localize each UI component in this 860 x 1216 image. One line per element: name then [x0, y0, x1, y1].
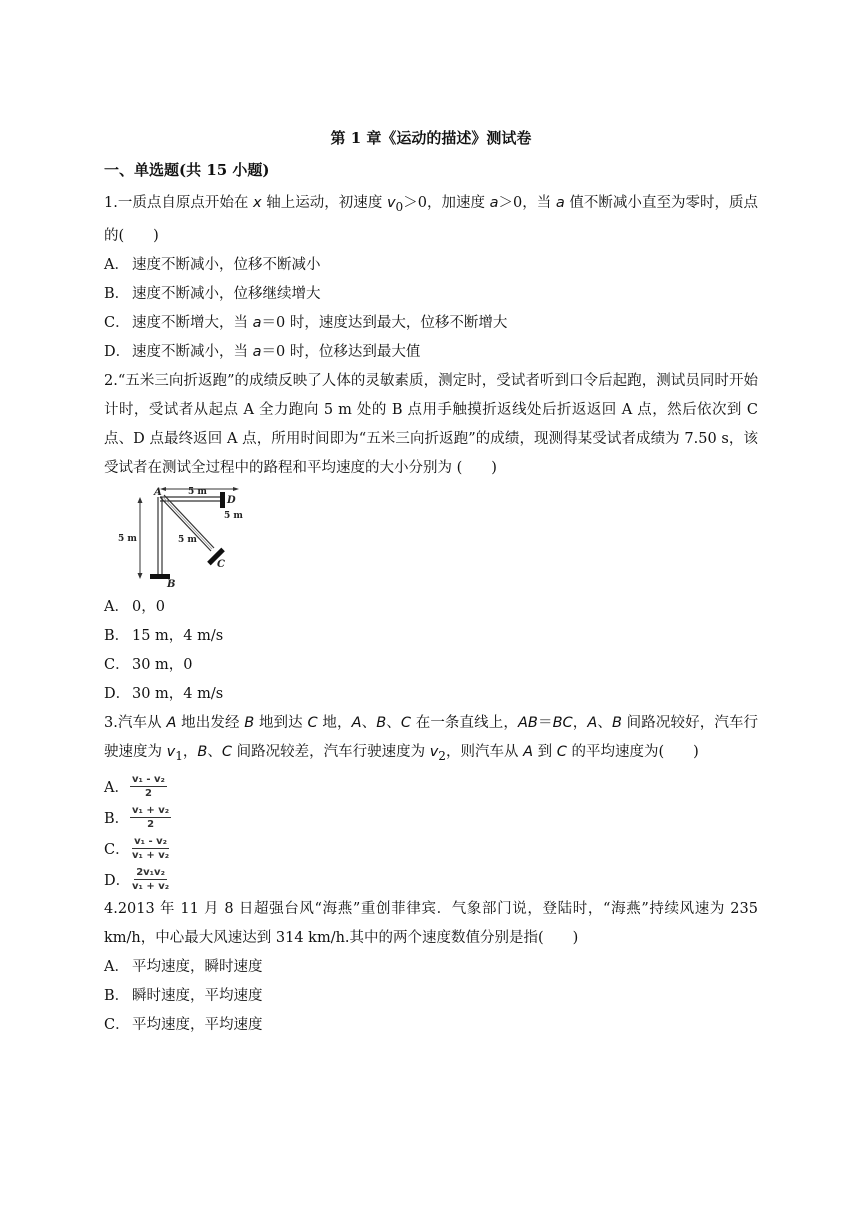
question-2-option-d: D． 30 m，4 m/s [104, 685, 224, 702]
fraction: $\frac{\text{v₁ + v₂}}{2}$ [132, 804, 170, 830]
question-2-option-b: B． 15 m，4 m/s [104, 627, 224, 644]
question-4-option-c: C． 平均速度，平均速度 [104, 1016, 263, 1033]
question-2-stem: 2.“五米三向折返跑”的成绩反映了人体的灵敏素质，测定时，受试者听到口令后起跑，测试员同时开始计时，受试者从起点 A 全力跑向 5 m 处的 B 点用手触摸折返线处后折返返回 A 点，然后依次到 C 点、D 点最终返回 A 点，所用时间即为“五米三向折返跑”的成绩，现测得某受试者成绩为 7.50 s，该受试者在测试全过程中的路程和平均速度的大小分别为 ( ) [104, 372, 758, 476]
question-2-option-c: C． 30 m，0 [104, 656, 193, 673]
question-1-option-d: D． 速度不断减小，当 a＝0 时，位移达到最大值 [104, 343, 421, 360]
left-length-label: 5 m [118, 533, 137, 544]
question-3-option-b: B． $\frac{\text{v₁ + v₂}}{2}$ [104, 804, 170, 830]
page-title: 第 1 章《运动的描述》测试卷 [330, 129, 532, 147]
question-1-stem: 1.一质点自原点开始在 x 轴上运动，初速度 $v_0>0$，加速度 a＞0，当 a 值不断减小直至为零时，质点的( ) [104, 195, 759, 244]
d-length-label: 5 m [224, 510, 243, 521]
point-b-label: B [167, 578, 176, 587]
shuttle-run-diagram [110, 487, 260, 587]
question-3-stem: 3.汽车从 A 地出发经 B 地到达 C 地，A、B、C 在一条直线上，AB＝BC，A、B 间路况较好，汽车行驶速度为 $v_1$，B、C 间路况较差，汽车行驶速度为 $v_2$，则汽车从 A 到 C 的平均速度为( ) [104, 714, 759, 763]
question-3-option-a: A． $\frac{\text{v₁ - v₂}}{2}$ [104, 773, 165, 799]
top-length-label: 5 m [188, 486, 207, 497]
question-1-option-c: C． 速度不断增大，当 a＝0 时，速度达到最大，位移不断增大 [104, 314, 508, 331]
question-3-option-d: D． $\frac{\text{2v₁v₂}}{\text{v₁ + v₂}}$ [104, 866, 170, 892]
question-1-option-b: B． 速度不断减小，位移继续增大 [104, 285, 321, 302]
section-heading: 一、单选题(共 15 小题) [104, 161, 270, 179]
question-4-option-a: A． 平均速度，瞬时速度 [104, 958, 263, 975]
question-1-option-a: A． 速度不断减小，位移不断减小 [104, 256, 321, 273]
fraction: $\frac{\text{v₁ - v₂}}{2}$ [132, 773, 165, 799]
diagonal-length-label: 5 m [178, 534, 197, 545]
question-2-option-a: A． 0，0 [104, 598, 165, 615]
turn-line-d [220, 492, 225, 508]
exam-page [104, 128, 758, 1040]
point-a-label: A [154, 486, 162, 498]
point-d-label: D [227, 494, 236, 506]
question-4-stem: 4.2013 年 11 月 8 日超强台风“海燕”重创菲律宾．气象部门说，登陆时，“海燕”持续风速为 235 km/h，中心最大风速达到 314 km/h.其中的两个速度数值分别是指( ) [104, 900, 758, 946]
shuttle-run-figure [110, 487, 260, 587]
fraction: $\frac{\text{v₁ - v₂}}{\text{v₁ + v₂}}$ [132, 835, 170, 861]
question-3-option-c: C． $\frac{\text{v₁ - v₂}}{\text{v₁ + v₂}}$ [104, 835, 170, 861]
point-c-label: C [217, 558, 225, 570]
fraction: $\frac{\text{2v₁v₂}}{\text{v₁ + v₂}}$ [132, 866, 170, 892]
question-4-option-b: B． 瞬时速度，平均速度 [104, 987, 263, 1004]
